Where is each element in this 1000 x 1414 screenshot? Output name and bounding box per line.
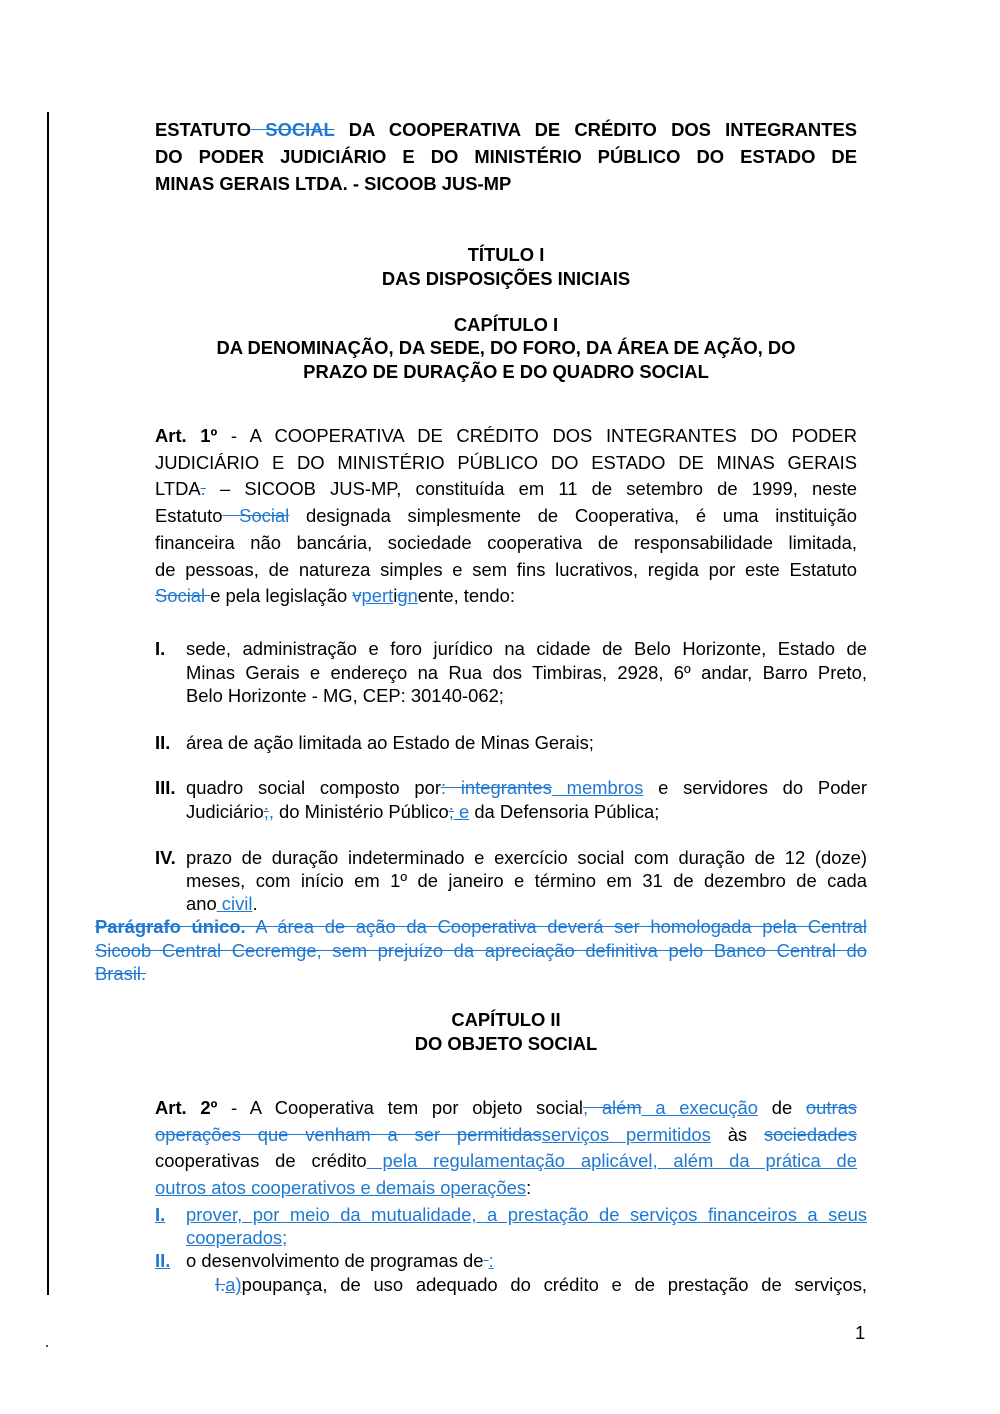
inserted-text: pert	[361, 585, 394, 607]
text-run: .	[252, 893, 258, 914]
inserted-text: membros	[551, 777, 644, 798]
inserted-text: e	[453, 800, 470, 822]
text-run: - A COOPERATIVA DE CRÉDITO DOS INTEGRANTES DO PODER	[217, 425, 857, 446]
text-line	[95, 939, 867, 963]
text-run: o desenvolvimento de programas de	[186, 1250, 484, 1271]
item-label: III.	[155, 777, 176, 798]
item-text	[186, 1203, 867, 1249]
text-line	[155, 557, 857, 584]
text-run: de	[758, 1097, 806, 1118]
item-text	[186, 1249, 867, 1273]
text-line	[186, 1226, 867, 1249]
document-title	[155, 116, 857, 197]
page-number: 1	[855, 1322, 866, 1343]
text-run: cooperativas de crédito	[155, 1150, 367, 1172]
text-line	[155, 116, 857, 143]
deleted-text: g	[397, 585, 408, 607]
text-line	[155, 243, 857, 267]
inserted-text: pela regulamentação aplicável, além da prática de	[366, 1150, 857, 1172]
text-line	[186, 661, 867, 685]
text-run: Judiciário	[186, 800, 264, 822]
text-run: ano	[186, 893, 217, 914]
text-line	[155, 476, 857, 503]
text-line	[155, 170, 857, 197]
title-heading	[155, 243, 857, 291]
text-line	[186, 637, 867, 661]
text-run: - A Cooperativa tem por objeto social	[217, 1097, 584, 1118]
text-line	[186, 800, 867, 824]
deleted-text: sociedades	[763, 1123, 857, 1145]
deleted-text: ;	[263, 800, 269, 822]
text-run: prazo de duração indeterminado e exercício social com duração de 12 (doze)	[186, 847, 867, 868]
list-item	[155, 731, 867, 755]
text-run: DA DENOMINAÇÃO, DA SEDE, DO FORO, DA ÁREA DE AÇÃO, DO	[216, 337, 796, 359]
text-run: meses, com início em 1º de janeiro e término em 31 de dezembro de cada	[186, 870, 867, 891]
text-run: DAS DISPOSIÇÕES INICIAIS	[381, 268, 631, 289]
text-run: TÍTULO I	[467, 244, 545, 265]
text-line	[95, 962, 867, 986]
text-run: da Defensoria Pública;	[469, 800, 660, 822]
text-run: JUDICIÁRIO E DO MINISTÉRIO PÚBLICO DO ESTADO DE MINAS GERAIS	[155, 451, 857, 473]
text-line	[155, 1175, 857, 1202]
inserted-text: prover, por meio da mutualidade, a prestação de serviços financeiros a seus	[186, 1204, 867, 1225]
text-line	[155, 1122, 857, 1149]
text-line	[155, 1148, 857, 1175]
text-line	[155, 1095, 857, 1122]
text-run: Estatuto	[155, 505, 223, 527]
inserted-text: serviços permitidos	[541, 1123, 711, 1145]
deleted-text: ;	[448, 800, 454, 822]
item-label: IV.	[155, 847, 176, 868]
deleted-text: Parágrafo único.	[95, 916, 246, 937]
inserted-text: a execução	[641, 1097, 759, 1118]
list-item	[155, 1249, 867, 1273]
text-line	[155, 503, 857, 530]
text-run: ente, tendo:	[417, 585, 515, 607]
text-run: PRAZO DE DURAÇÃO E DO QUADRO SOCIAL	[303, 360, 709, 382]
item-text	[186, 846, 867, 915]
inserted-text: civil	[216, 893, 253, 914]
chapter-2-heading	[155, 1008, 857, 1056]
deleted-text: : integrantes	[440, 777, 552, 798]
deleted-text: Social	[222, 505, 290, 527]
text-run: do Ministério Público	[273, 800, 449, 822]
text-line	[155, 313, 857, 336]
text-line	[155, 267, 857, 291]
list-item	[155, 637, 867, 708]
inserted-text: n	[407, 585, 418, 607]
text-line	[155, 360, 857, 383]
list-item	[155, 846, 867, 915]
text-run: e servidores do Poder	[643, 777, 867, 798]
text-run: DO OBJETO SOCIAL	[414, 1033, 598, 1054]
text-line	[186, 892, 867, 915]
deleted-text: Brasil.	[95, 963, 147, 984]
deleted-text: Sicoob Central Cecremge, sem prejuízo da apreciação definitiva pelo Banco Central do	[95, 939, 867, 961]
item-label: I.	[155, 1204, 166, 1225]
article-1	[155, 423, 857, 610]
sole-paragraph-deleted	[95, 915, 867, 986]
text-line	[155, 423, 857, 450]
text-run: CAPÍTULO I	[453, 314, 559, 335]
change-bar	[47, 112, 49, 1295]
inserted-text: outros atos cooperativos e demais operações	[155, 1177, 527, 1199]
item-label: II.	[155, 1250, 171, 1271]
text-line	[155, 583, 857, 610]
deleted-text: outras	[805, 1097, 857, 1118]
list-item	[155, 776, 867, 823]
text-line	[186, 1249, 867, 1273]
text-run: ESTATUTO	[155, 119, 252, 140]
text-line	[186, 846, 867, 869]
text-line	[186, 869, 867, 892]
deleted-text: SOCIAL	[251, 119, 335, 140]
inserted-text: :	[488, 1250, 494, 1271]
text-run: de pessoas, de natureza simples e sem fins lucrativos, regida por este Estatuto	[155, 558, 857, 580]
list-item	[155, 1203, 867, 1249]
text-line	[155, 143, 857, 170]
text-line	[155, 1032, 857, 1056]
text-line	[155, 450, 857, 477]
text-run: Art. 2º	[155, 1097, 218, 1118]
text-run: e pela legislação	[210, 585, 353, 607]
text-run: sede, administração e foro jurídico na cidade de Belo Horizonte, Estado de	[186, 638, 867, 659]
inserted-text: a)	[225, 1274, 242, 1295]
text-run: LTDA	[155, 478, 201, 500]
text-line	[215, 1273, 867, 1297]
text-run: área de ação limitada ao Estado de Minas Gerais;	[186, 732, 594, 753]
text-run: Art. 1º	[155, 425, 218, 446]
text-run: financeira não bancária, sociedade cooperativa de responsabilidade limitada,	[155, 531, 857, 553]
deleted-text: .	[200, 478, 206, 500]
text-line	[155, 1008, 857, 1032]
item-label: II.	[155, 732, 171, 753]
text-run: Belo Horizonte - MG, CEP: 30140-062;	[186, 685, 504, 706]
text-run: designada simplesmente de Cooperativa, é uma instituição	[289, 505, 858, 527]
text-run: Minas Gerais e endereço na Rua dos Timbiras, 2928, 6º andar, Barro Preto,	[186, 661, 867, 683]
deleted-text: v	[352, 585, 362, 607]
text-run: – SICOOB JUS-MP, constituída em 11 de setembro de 1999, neste	[205, 478, 857, 500]
text-line	[186, 776, 867, 800]
text-run: poupança, de uso adequado do crédito e de prestação de serviços,	[241, 1274, 867, 1295]
chapter-1-heading	[155, 313, 857, 383]
deleted-text: I.	[215, 1274, 226, 1295]
text-line	[186, 731, 867, 755]
inserted-text: cooperados;	[186, 1227, 288, 1248]
sub-item	[215, 1273, 867, 1297]
text-run: CAPÍTULO II	[451, 1009, 561, 1030]
item-text	[186, 637, 867, 708]
text-run: i	[393, 585, 398, 607]
inserted-text: ,	[268, 800, 274, 822]
text-run: às	[710, 1123, 764, 1145]
deleted-text: Social	[155, 585, 211, 607]
text-run: DO PODER JUDICIÁRIO E DO MINISTÉRIO PÚBLICO DO ESTADO DE	[155, 146, 857, 167]
item-label: I.	[155, 638, 166, 659]
text-line	[186, 684, 867, 708]
text-run: quadro social composto por	[186, 777, 441, 798]
text-run: :	[526, 1177, 532, 1199]
text-line	[155, 530, 857, 557]
item-text	[186, 776, 867, 823]
deleted-text: operações que venham a ser permitidas	[155, 1123, 542, 1145]
deleted-text: , além	[583, 1097, 642, 1118]
deleted-text: A área de ação da Cooperativa deverá ser homologada pela Central	[245, 916, 867, 937]
article-2	[155, 1095, 857, 1202]
text-run: MINAS GERAIS LTDA. - SICOOB JUS-MP	[155, 173, 512, 194]
text-line	[186, 1203, 867, 1226]
text-run: DA COOPERATIVA DE CRÉDITO DOS INTEGRANTES	[334, 119, 857, 140]
text-line	[95, 915, 867, 939]
text-line	[155, 336, 857, 359]
corner-mark	[46, 1345, 48, 1347]
item-text	[186, 731, 867, 755]
